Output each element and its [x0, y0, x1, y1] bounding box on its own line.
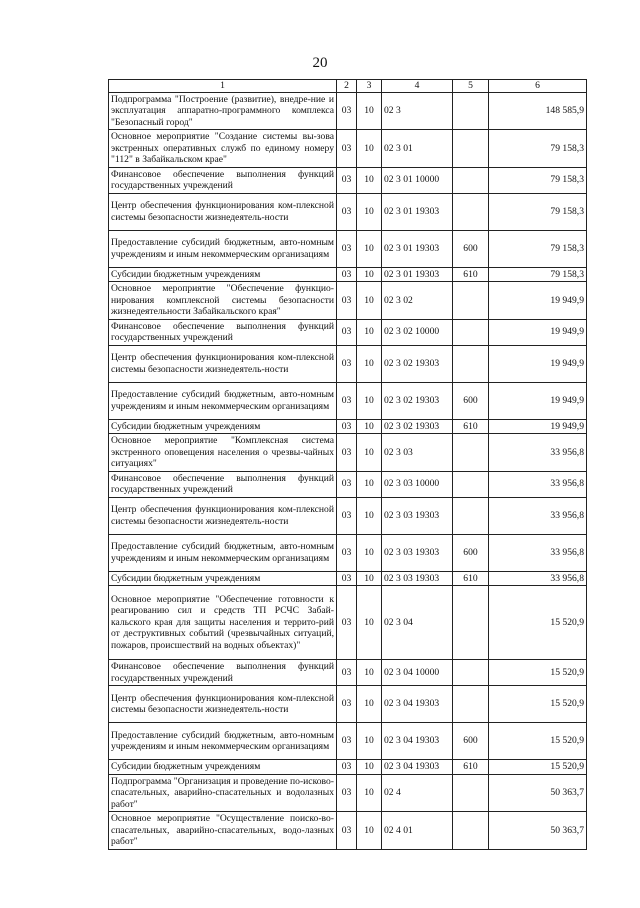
row-subsection: 10: [357, 471, 382, 497]
row-subsection: 10: [357, 812, 382, 850]
table-body: [109, 92, 587, 849]
row-target-code: 02 3 03 19303: [382, 571, 453, 586]
table-row: [109, 586, 587, 660]
table-row: [109, 419, 587, 434]
row-expense-type: [453, 282, 489, 320]
row-subsection: 10: [357, 534, 382, 571]
row-amount: 19 949,9: [489, 419, 587, 434]
row-name: Основное мероприятие "Обеспечение готовности к реагированию сил и средств ТП РСЧС Забай-кальского края для защиты населения и террито-рий от деструктивных событий (чрезвычайных ситуаций, пожаров, происшествий на водных объектах)": [109, 586, 337, 660]
row-expense-type: 600: [453, 230, 489, 267]
row-target-code: 02 3 04 19303: [382, 723, 453, 760]
col-header-name: 1: [109, 80, 337, 93]
row-amount: 79 158,3: [489, 167, 587, 193]
row-amount: 15 520,9: [489, 760, 587, 775]
row-amount: 79 158,3: [489, 130, 587, 168]
row-subsection: 10: [357, 345, 382, 382]
table-row: [109, 382, 587, 419]
row-expense-type: [453, 686, 489, 723]
row-section: 03: [337, 660, 357, 686]
row-target-code: 02 3 01: [382, 130, 453, 168]
row-amount: 50 363,7: [489, 812, 587, 850]
row-name: Субсидии бюджетным учреждениям: [109, 760, 337, 775]
table-row: [109, 434, 587, 472]
col-header-target-code: 4: [382, 80, 453, 93]
row-target-code: 02 4: [382, 774, 453, 812]
row-section: 03: [337, 586, 357, 660]
row-name: Основное мероприятие "Создание системы вы-зова экстренных оперативных служб по единому номеру "112" в Забайкальском крае": [109, 130, 337, 168]
row-subsection: 10: [357, 267, 382, 282]
row-expense-type: [453, 586, 489, 660]
row-section: 03: [337, 686, 357, 723]
col-header-subsection: 3: [357, 80, 382, 93]
header-row: [109, 80, 587, 93]
table-row: [109, 534, 587, 571]
budget-table: [108, 79, 587, 850]
row-section: 03: [337, 230, 357, 267]
row-section: 03: [337, 345, 357, 382]
row-target-code: 02 3 02 19303: [382, 345, 453, 382]
col-header-amount: 6: [489, 80, 587, 93]
row-subsection: 10: [357, 92, 382, 130]
table-row: [109, 92, 587, 130]
row-expense-type: [453, 774, 489, 812]
row-subsection: 10: [357, 434, 382, 472]
table-row: [109, 319, 587, 345]
row-name: Подпрограмма "Организация и проведение по-исково-спасательных, аварийно-спасательных и водолазных работ": [109, 774, 337, 812]
row-amount: 33 956,8: [489, 534, 587, 571]
row-subsection: 10: [357, 282, 382, 320]
row-name: Субсидии бюджетным учреждениям: [109, 419, 337, 434]
row-expense-type: [453, 130, 489, 168]
table-row: [109, 760, 587, 775]
table-row: [109, 723, 587, 760]
row-target-code: 02 3 04 19303: [382, 686, 453, 723]
row-expense-type: [453, 812, 489, 850]
row-name: Предоставление субсидий бюджетным, авто-номным учреждениям и иным некоммерческим организациям: [109, 230, 337, 267]
row-name: Центр обеспечения функционирования ком-плексной системы безопасности жизнедеятель-ности: [109, 686, 337, 723]
row-subsection: 10: [357, 760, 382, 775]
row-name: Финансовое обеспечение выполнения функций государственных учреждений: [109, 660, 337, 686]
row-expense-type: 600: [453, 723, 489, 760]
row-expense-type: [453, 497, 489, 534]
row-name: Субсидии бюджетным учреждениям: [109, 571, 337, 586]
row-amount: 79 158,3: [489, 193, 587, 230]
row-target-code: 02 3 04: [382, 586, 453, 660]
row-expense-type: 610: [453, 760, 489, 775]
row-amount: 79 158,3: [489, 230, 587, 267]
row-amount: 19 949,9: [489, 319, 587, 345]
row-name: Центр обеспечения функционирования ком-плексной системы безопасности жизнедеятель-ности: [109, 193, 337, 230]
row-amount: 33 956,8: [489, 434, 587, 472]
row-subsection: 10: [357, 660, 382, 686]
row-expense-type: 600: [453, 534, 489, 571]
row-subsection: 10: [357, 167, 382, 193]
row-section: 03: [337, 167, 357, 193]
row-name: Предоставление субсидий бюджетным, авто-номным учреждениям и иным некоммерческим организациям: [109, 534, 337, 571]
row-subsection: 10: [357, 774, 382, 812]
row-target-code: 02 3 01 19303: [382, 193, 453, 230]
row-section: 03: [337, 193, 357, 230]
row-section: 03: [337, 92, 357, 130]
row-amount: 148 585,9: [489, 92, 587, 130]
row-section: 03: [337, 130, 357, 168]
row-section: 03: [337, 760, 357, 775]
row-expense-type: [453, 92, 489, 130]
row-amount: 19 949,9: [489, 382, 587, 419]
row-target-code: 02 3 02 19303: [382, 382, 453, 419]
row-amount: 50 363,7: [489, 774, 587, 812]
row-section: 03: [337, 282, 357, 320]
row-name: Предоставление субсидий бюджетным, авто-номным учреждениям и иным некоммерческим организациям: [109, 382, 337, 419]
row-name: Центр обеспечения функционирования ком-плексной системы безопасности жизнедеятель-ности: [109, 345, 337, 382]
row-amount: 79 158,3: [489, 267, 587, 282]
row-amount: 15 520,9: [489, 723, 587, 760]
row-name: Финансовое обеспечение выполнения функций государственных учреждений: [109, 167, 337, 193]
row-expense-type: [453, 660, 489, 686]
row-target-code: 02 3 01 10000: [382, 167, 453, 193]
row-expense-type: 600: [453, 382, 489, 419]
row-section: 03: [337, 497, 357, 534]
row-section: 03: [337, 267, 357, 282]
row-name: Финансовое обеспечение выполнения функций государственных учреждений: [109, 319, 337, 345]
row-target-code: 02 3 04 10000: [382, 660, 453, 686]
row-amount: 15 520,9: [489, 660, 587, 686]
table-row: [109, 497, 587, 534]
table-row: [109, 471, 587, 497]
row-name: Центр обеспечения функционирования ком-плексной системы безопасности жизнедеятель-ности: [109, 497, 337, 534]
row-subsection: 10: [357, 497, 382, 534]
row-expense-type: 610: [453, 419, 489, 434]
row-target-code: 02 3 03 10000: [382, 471, 453, 497]
row-expense-type: [453, 345, 489, 382]
col-header-section: 2: [337, 80, 357, 93]
row-target-code: 02 4 01: [382, 812, 453, 850]
table-row: [109, 686, 587, 723]
row-subsection: 10: [357, 319, 382, 345]
row-target-code: 02 3 04 19303: [382, 760, 453, 775]
row-target-code: 02 3 02: [382, 282, 453, 320]
row-section: 03: [337, 774, 357, 812]
table-row: [109, 167, 587, 193]
page-number: 20: [312, 55, 328, 71]
row-amount: 15 520,9: [489, 686, 587, 723]
row-target-code: 02 3: [382, 92, 453, 130]
row-section: 03: [337, 534, 357, 571]
row-section: 03: [337, 382, 357, 419]
row-name: Основное мероприятие "Обеспечение функцио-нирования комплексной системы безопасности жизнедеятельности Забайкальского края": [109, 282, 337, 320]
row-amount: 19 949,9: [489, 282, 587, 320]
row-name: Основное мероприятие "Осуществление поиско-во-спасательных, аварийно-спасательных, водо-лазных работ": [109, 812, 337, 850]
table-row: [109, 282, 587, 320]
row-target-code: 02 3 03 19303: [382, 497, 453, 534]
row-name: Подпрограмма "Построение (развитие), внедре-ние и эксплуатация аппаратно-программного комплекса "Безопасный город": [109, 92, 337, 130]
row-subsection: 10: [357, 586, 382, 660]
row-name: Финансовое обеспечение выполнения функций государственных учреждений: [109, 471, 337, 497]
table-row: [109, 230, 587, 267]
table-row: [109, 345, 587, 382]
row-expense-type: 610: [453, 267, 489, 282]
table-row: [109, 774, 587, 812]
row-expense-type: [453, 167, 489, 193]
row-expense-type: 610: [453, 571, 489, 586]
row-expense-type: [453, 434, 489, 472]
row-subsection: 10: [357, 193, 382, 230]
table-row: [109, 193, 587, 230]
row-subsection: 10: [357, 382, 382, 419]
row-subsection: 10: [357, 723, 382, 760]
table-row: [109, 660, 587, 686]
row-section: 03: [337, 571, 357, 586]
row-section: 03: [337, 723, 357, 760]
row-section: 03: [337, 471, 357, 497]
row-amount: 33 956,8: [489, 471, 587, 497]
table-row: [109, 130, 587, 168]
row-target-code: 02 3 01 19303: [382, 230, 453, 267]
col-header-expense-type: 5: [453, 80, 489, 93]
row-section: 03: [337, 319, 357, 345]
row-subsection: 10: [357, 686, 382, 723]
row-name: Основное мероприятие "Комплексная система экстренного оповещения населения о чрезвы-чайных ситуациях": [109, 434, 337, 472]
table-row: [109, 812, 587, 850]
row-section: 03: [337, 812, 357, 850]
row-subsection: 10: [357, 230, 382, 267]
row-name: Предоставление субсидий бюджетным, авто-номным учреждениям и иным некоммерческим организациям: [109, 723, 337, 760]
row-expense-type: [453, 193, 489, 230]
row-subsection: 10: [357, 571, 382, 586]
row-amount: 33 956,8: [489, 497, 587, 534]
row-expense-type: [453, 319, 489, 345]
table-row: [109, 267, 587, 282]
row-section: 03: [337, 434, 357, 472]
row-amount: 19 949,9: [489, 345, 587, 382]
row-name: Субсидии бюджетным учреждениям: [109, 267, 337, 282]
row-expense-type: [453, 471, 489, 497]
table-row: [109, 571, 587, 586]
row-subsection: 10: [357, 130, 382, 168]
row-target-code: 02 3 01 19303: [382, 267, 453, 282]
row-subsection: 10: [357, 419, 382, 434]
row-target-code: 02 3 03: [382, 434, 453, 472]
row-amount: 33 956,8: [489, 571, 587, 586]
row-target-code: 02 3 03 19303: [382, 534, 453, 571]
row-target-code: 02 3 02 10000: [382, 319, 453, 345]
row-section: 03: [337, 419, 357, 434]
row-target-code: 02 3 02 19303: [382, 419, 453, 434]
row-amount: 15 520,9: [489, 586, 587, 660]
